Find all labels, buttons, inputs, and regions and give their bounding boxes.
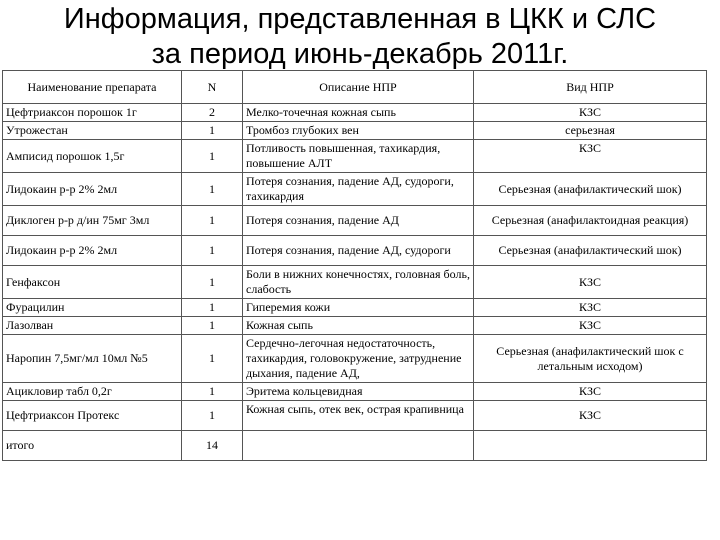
table-row [3,383,707,401]
total-value: 14 [182,431,243,461]
count-cell: 1 [182,140,243,173]
count-cell: 2 [182,104,243,122]
description-cell: Потеря сознания, падение АД, судороги [243,236,474,266]
description-cell: Боли в нижних конечностях, головная боль, слабость [243,266,474,299]
count-cell: 1 [182,266,243,299]
description-cell: Гиперемия кожи [243,299,474,317]
reaction-type-cell: КЗС [474,299,707,317]
reaction-type-cell: КЗС [474,317,707,335]
drug-cell: Лидокаин р-р 2% 2мл [3,173,182,206]
count-cell: 1 [182,173,243,206]
reaction-type-cell: Серьезная (анафилактический шок) [474,236,707,266]
adverse-reactions-table [2,70,707,461]
drug-cell: Фурацилин [3,299,182,317]
description-cell: Сердечно-легочная недостаточность, тахикардия, головокружение, затруднение дыхания, падение АД, [243,335,474,383]
drug-cell: Ацикловир табл 0,2г [3,383,182,401]
description-cell: Потливость повышенная, тахикардия, повышение АЛТ [243,140,474,173]
count-cell: 1 [182,383,243,401]
reaction-type-cell: серьезная [474,122,707,140]
header-count: N [182,71,243,104]
table-row [3,335,707,383]
table-row [3,104,707,122]
table-row [3,206,707,236]
description-cell: Потеря сознания, падение АД [243,206,474,236]
table-row [3,236,707,266]
table-row [3,140,707,173]
count-cell: 1 [182,206,243,236]
count-cell: 1 [182,236,243,266]
empty-cell [243,431,474,461]
count-cell: 1 [182,401,243,431]
table-row [3,266,707,299]
description-cell: Потеря сознания, падение АД, судороги, тахикардия [243,173,474,206]
page-title [0,2,720,72]
reaction-type-cell: Серьезная (анафилактический шок с летальным исходом) [474,335,707,383]
header-drug-name: Наименование препарата [3,71,182,104]
table-row [3,299,707,317]
header-reaction-type: Вид НПР [474,71,707,104]
table-row [3,401,707,431]
drug-cell: Амписид порошок 1,5г [3,140,182,173]
reaction-type-cell: Серьезная (анафилактический шок) [474,173,707,206]
table-row [3,317,707,335]
drug-cell: Генфаксон [3,266,182,299]
title-line-1: Информация, представленная в ЦКК и СЛС [63,3,657,35]
count-cell: 1 [182,335,243,383]
drug-cell: Цефтриаксон порошок 1г [3,104,182,122]
drug-cell: Утрожестан [3,122,182,140]
table-row [3,173,707,206]
reaction-type-cell: Серьезная (анафилактоидная реакция) [474,206,707,236]
title-line-2: за период июнь-декабрь 2011г. [151,38,569,70]
drug-cell: Лазолван [3,317,182,335]
drug-cell: Диклоген р-р д/ин 75мг 3мл [3,206,182,236]
table-row [3,122,707,140]
table-header-row [3,71,707,104]
reaction-type-cell: КЗС [474,266,707,299]
description-cell: Мелко-точечная кожная сыпь [243,104,474,122]
count-cell: 1 [182,122,243,140]
count-cell: 1 [182,299,243,317]
reaction-type-cell: КЗС [474,140,707,173]
drug-cell: Цефтриаксон Протекс [3,401,182,431]
total-label: итого [3,431,182,461]
drug-cell: Наропин 7,5мг/мл 10мл №5 [3,335,182,383]
reaction-type-cell: КЗС [474,383,707,401]
reaction-type-cell: КЗС [474,104,707,122]
drug-cell: Лидокаин р-р 2% 2мл [3,236,182,266]
description-cell: Тромбоз глубоких вен [243,122,474,140]
reaction-type-cell: КЗС [474,401,707,431]
description-cell: Кожная сыпь [243,317,474,335]
table-total-row [3,431,707,461]
empty-cell [474,431,707,461]
description-cell: Эритема кольцевидная [243,383,474,401]
count-cell: 1 [182,317,243,335]
description-cell: Кожная сыпь, отек век, острая крапивница [243,401,474,431]
header-description: Описание НПР [243,71,474,104]
